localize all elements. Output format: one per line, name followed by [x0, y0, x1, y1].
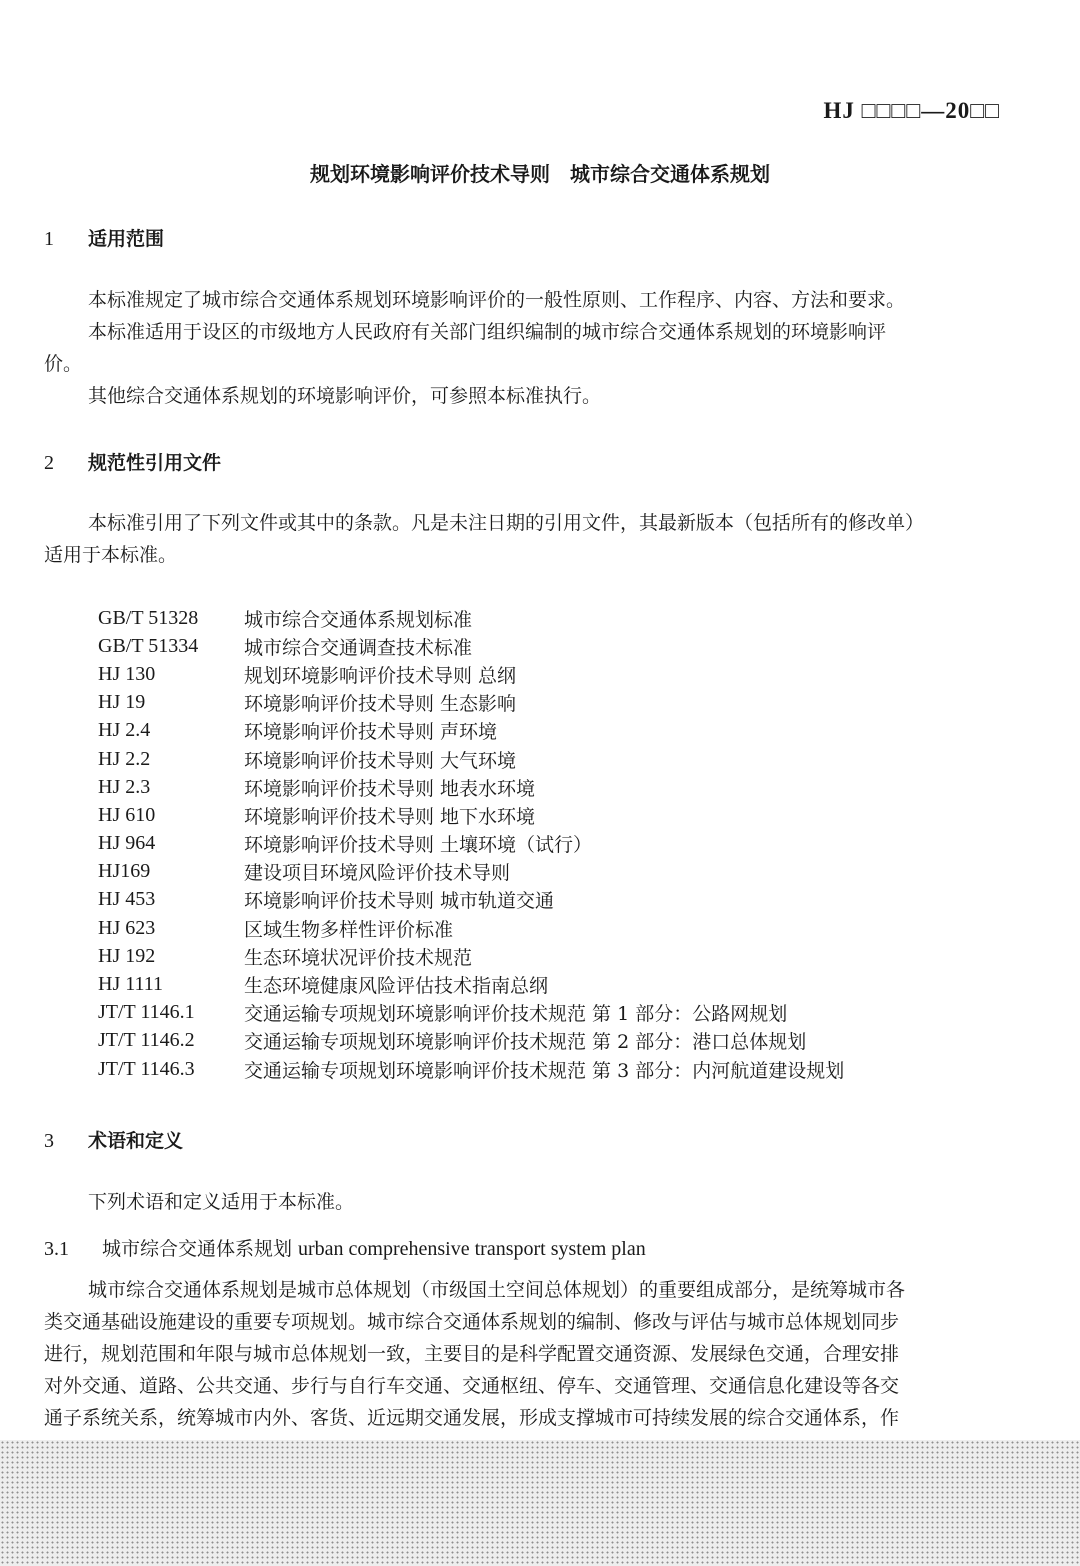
- reference-title: 环境影响评价技术导则 地表水环境: [244, 777, 536, 800]
- reference-title: 生态环境状况评价技术规范: [244, 946, 473, 969]
- reference-code: HJ 623: [98, 916, 156, 939]
- reference-title: 环境影响评价技术导则 声环境: [244, 721, 498, 744]
- document-title: 规划环境影响评价技术导则 城市综合交通体系规划: [310, 162, 770, 186]
- term-chinese: 城市综合交通体系规划: [102, 1238, 293, 1260]
- text-line: 下列术语和定义适用于本标准。: [88, 1191, 355, 1213]
- reference-row: [98, 745, 998, 773]
- section-title: 规范性引用文件: [88, 452, 222, 474]
- text-line: 城市综合交通体系规划是城市总体规划（市级国土空间总体规划）的重要组成部分，是统筹城市各: [88, 1279, 906, 1301]
- reference-row: [98, 970, 998, 998]
- section-2-heading: [44, 448, 221, 475]
- reference-title: 区域生物多样性评价标准: [244, 918, 454, 941]
- reference-row: [98, 830, 998, 858]
- reference-code: JT/T 1146.2: [98, 1029, 195, 1052]
- text-line: 通子系统关系，统筹城市内外、客货、近远期交通发展，形成支撑城市可持续发展的综合交通体系，作: [44, 1407, 900, 1429]
- reference-code: HJ 2.4: [98, 719, 151, 742]
- text-line: 价。: [44, 353, 83, 375]
- reference-title: 规划环境影响评价技术导则 总纲: [244, 664, 517, 687]
- term-english: urban comprehensive transport system plan: [298, 1238, 646, 1260]
- section-title: 适用范围: [88, 228, 165, 250]
- section-number: 3: [44, 1130, 54, 1152]
- text-line: 本标准适用于设区的市级地方人民政府有关部门组织编制的城市综合交通体系规划的环境影响评: [88, 321, 887, 343]
- reference-title: 建设项目环境风险评价技术导则: [244, 862, 511, 885]
- reference-code: HJ169: [98, 860, 151, 883]
- reference-title: 环境影响评价技术导则 城市轨道交通: [244, 890, 555, 913]
- reference-title: 环境影响评价技术导则 土壤环境（试行）: [244, 834, 593, 857]
- text-line: 对外交通、道路、公共交通、步行与自行车交通、交通枢纽、停车、交通管理、交通信息化建设等各交: [44, 1375, 900, 1397]
- dotted-overlay: [0, 1440, 1080, 1566]
- section-1-heading: [44, 224, 164, 251]
- reference-code: HJ 19: [98, 691, 146, 714]
- reference-code: HJ 1111: [98, 973, 163, 996]
- reference-row: [98, 660, 998, 688]
- section-number: 2: [44, 452, 54, 474]
- reference-code: HJ 2.2: [98, 747, 151, 770]
- reference-title: 城市综合交通体系规划标准: [244, 608, 473, 631]
- reference-row: [98, 942, 998, 970]
- reference-row: [98, 801, 998, 829]
- section-3-heading: [44, 1126, 183, 1153]
- reference-title: 交通运输专项规划环境影响评价技术规范 第 3 部分：内河航道建设规划: [244, 1059, 845, 1082]
- reference-title: 环境影响评价技术导则 地下水环境: [244, 805, 536, 828]
- reference-code: JT/T 1146.1: [98, 1001, 195, 1024]
- reference-row: [98, 886, 998, 914]
- reference-title: 交通运输专项规划环境影响评价技术规范 第 1 部分：公路网规划: [244, 1003, 788, 1026]
- reference-title: 交通运输专项规划环境影响评价技术规范 第 2 部分：港口总体规划: [244, 1031, 807, 1054]
- reference-title: 生态环境健康风险评估技术指南总纲: [244, 975, 549, 998]
- section-number: 1: [44, 228, 54, 250]
- reference-code: HJ 964: [98, 832, 156, 855]
- text-line: 适用于本标准。: [44, 544, 178, 566]
- reference-row: [98, 858, 998, 886]
- reference-code: HJ 2.3: [98, 775, 151, 798]
- term-number: 3.1: [44, 1238, 69, 1260]
- reference-code: JT/T 1146.3: [98, 1057, 195, 1080]
- reference-title: 环境影响评价技术导则 大气环境: [244, 749, 517, 772]
- section-2-body: [44, 507, 1004, 571]
- reference-title: 环境影响评价技术导则 生态影响: [244, 693, 517, 716]
- section-title: 术语和定义: [88, 1130, 184, 1152]
- reference-row: [98, 1055, 998, 1083]
- text-line: 本标准规定了城市综合交通体系规划环境影响评价的一般性原则、工作程序、内容、方法和要求。: [88, 289, 906, 311]
- reference-code: GB/T 51328: [98, 606, 199, 629]
- reference-row: [98, 632, 998, 660]
- term-3-1: [44, 1234, 646, 1261]
- reference-row: [98, 999, 998, 1027]
- text-line: 进行，规划范围和年限与城市总体规划一致，主要目的是科学配置交通资源、发展绿色交通，合理安排: [44, 1343, 900, 1365]
- reference-code: HJ 610: [98, 803, 156, 826]
- reference-row: [98, 604, 998, 632]
- reference-row: [98, 773, 998, 801]
- section-3-intro: [44, 1186, 1004, 1218]
- standard-code: HJ □□□□—20□□: [823, 98, 1000, 123]
- reference-code: HJ 453: [98, 888, 156, 911]
- reference-code: HJ 130: [98, 662, 156, 685]
- text-line: 本标准引用了下列文件或其中的条款。凡是未注日期的引用文件，其最新版本（包括所有的修改单）: [88, 512, 925, 534]
- reference-row: [98, 717, 998, 745]
- reference-title: 城市综合交通调查技术标准: [244, 636, 473, 659]
- reference-row: [98, 914, 998, 942]
- normative-references-list: [98, 604, 998, 1083]
- reference-code: GB/T 51334: [98, 634, 199, 657]
- term-definition: [44, 1274, 1004, 1466]
- reference-row: [98, 689, 998, 717]
- reference-row: [98, 1027, 998, 1055]
- text-line: 其他综合交通体系规划的环境影响评价，可参照本标准执行。: [88, 385, 602, 407]
- text-line: 类交通基础设施建设的重要专项规划。城市综合交通体系规划的编制、修改与评估与城市总体规划同步: [44, 1311, 900, 1333]
- reference-code: HJ 192: [98, 944, 156, 967]
- section-1-body: [44, 284, 1004, 412]
